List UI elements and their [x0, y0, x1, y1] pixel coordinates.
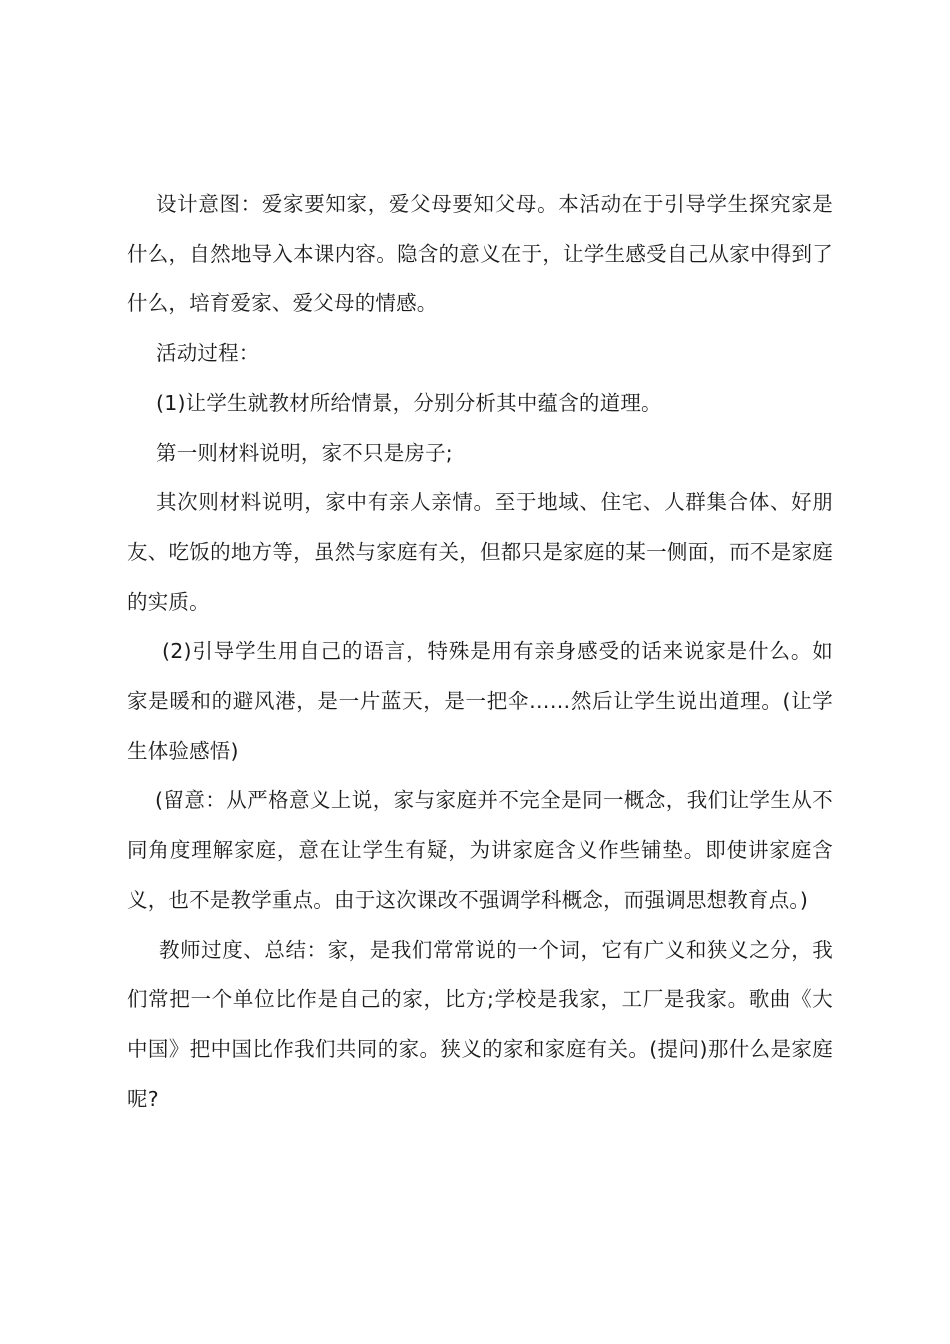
paragraph-activity-process: 活动过程： — [156, 341, 260, 366]
document-body — [127, 180, 833, 1124]
paragraph-design-intent: 设计意图：爱家要知家，爱父母要知父母。本活动在于引导学生探究家是什么，自然地导入本课内容。隐含的意义在于，让学生感受自己从家中得到了什么，培育爱家、爱父母的情感。 — [127, 192, 833, 316]
paragraph-material-1: 第一则材料说明，家不只是房子; — [156, 440, 453, 465]
paragraph-material-2: 其次则材料说明，家中有亲人亲情。至于地域、住宅、人群集合体、好朋友、吃饭的地方等，虽然与家庭有关，但都只是家庭的某一侧面，而不是家庭的实质。 — [127, 490, 833, 614]
paragraph-step-2: (2)引导学生用自己的语言，特殊是用有亲身感受的话来说家是什么。如家是暖和的避风港，是一片蓝天，是一把伞……然后让学生说出道理。(让学生体验感悟) — [127, 639, 833, 763]
paragraph-note: (留意：从严格意义上说，家与家庭并不完全是同一概念，我们让学生从不同角度理解家庭，意在让学生有疑，为讲家庭含义作些铺垫。即使讲家庭含义，也不是教学重点。由于这次课改不强调学科概念，而强调思想教育点。) — [127, 788, 833, 912]
paragraph-step-1: (1)让学生就教材所给情景，分别分析其中蕴含的道理。 — [156, 390, 662, 415]
paragraph-teacher-summary: 教师过度、总结：家，是我们常常说的一个词，它有广义和狭义之分，我们常把一个单位比作是自己的家，比方;学校是我家，工厂是我家。歌曲《大中国》把中国比作我们共同的家。狭义的家和家庭有关。(提问)那什么是家庭呢? — [127, 937, 833, 1111]
